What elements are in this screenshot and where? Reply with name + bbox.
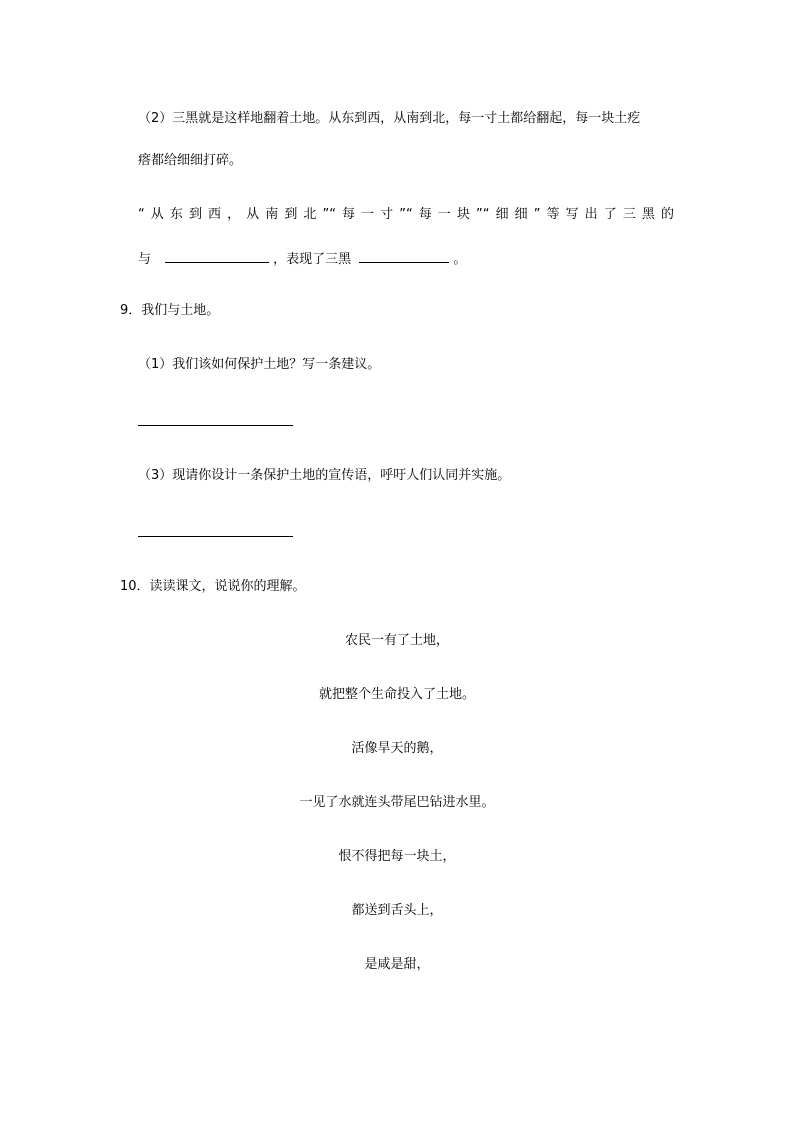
fill-in-text-b: ，表现了三黑 <box>273 252 352 267</box>
fill-in-text-a: 与 <box>138 252 152 267</box>
question-9-title: 9．我们与土地。 <box>120 303 220 318</box>
answer-line-9-1[interactable] <box>138 425 293 426</box>
question-10-title: 10．读读课文，说说你的理解。 <box>120 579 306 594</box>
question-9-sub-1: （1）我们该如何保护土地？写一条建议。 <box>138 357 381 372</box>
passage-line-2: 瘩都给细细打碎。 <box>138 153 243 168</box>
answer-blank-1[interactable] <box>165 248 269 263</box>
poem-line: 恨不得把每一块土， <box>338 849 456 864</box>
poem-line: 是咸是甜， <box>364 957 430 972</box>
fill-in-line <box>138 248 466 269</box>
question-prompt-line: “从东到西，从南到北”“每一寸”“每一块”“细细”等写出了三黑的 <box>138 207 674 222</box>
answer-blank-2[interactable] <box>359 248 449 263</box>
poem-line: 一见了水就连头带尾巴钻进水里。 <box>299 795 495 810</box>
poem-line: 活像旱天的鹅， <box>351 741 443 756</box>
question-9-sub-3: （3）现请你设计一条保护土地的宣传语，呼吁人们认同并实施。 <box>138 468 511 483</box>
passage-line-1: （2）三黑就是这样地翻着土地。从东到西，从南到北，每一寸土都给翻起，每一块土疙 <box>138 111 641 126</box>
answer-line-9-3[interactable] <box>138 536 293 537</box>
poem-line: 农民一有了土地， <box>344 633 449 648</box>
poem-line: 都送到舌头上， <box>351 903 443 918</box>
poem-line: 就把整个生命投入了土地。 <box>318 687 475 702</box>
fill-in-text-c: 。 <box>453 252 467 267</box>
